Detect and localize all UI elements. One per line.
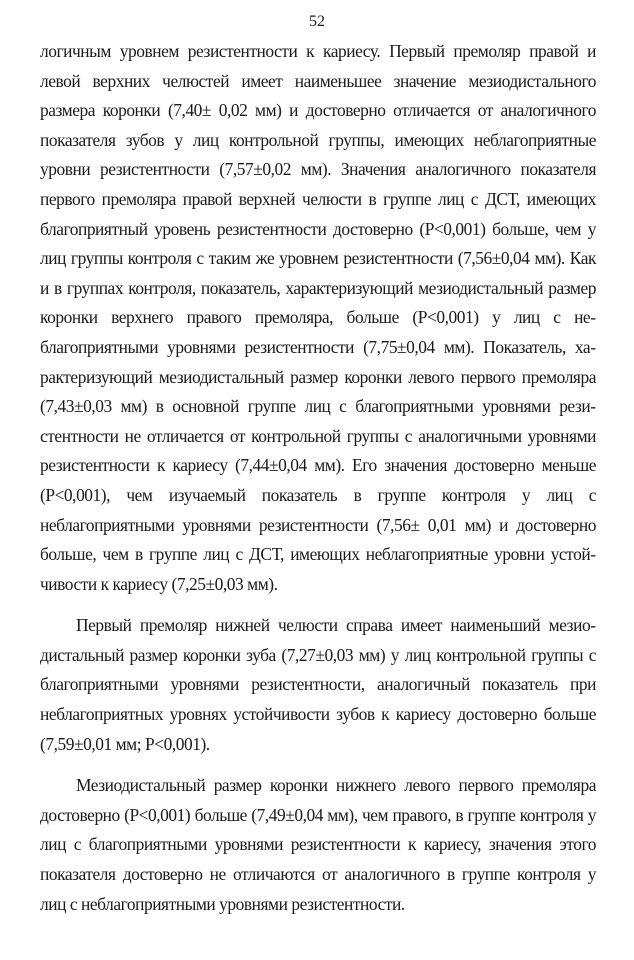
paragraph-lower-right-premolar: Первый премоляр нижней челюсти справа имеет наименьший мезиодистальный размер коронки зуба (7,27±0,03 мм) у лиц контрольной группы с благоприятными уровнями резистентности, аналогичный показатель при неблагоприятных уровнях устойчивости зубов к кариесу достоверно больше (7,59±0,01 мм; Р<0,001). [40,615,596,754]
body-text [40,37,596,919]
page-number: 52 [309,13,325,30]
paragraph-continuation: логичным уровнем резистентности к кариесу. Первый премоляр правой и левой верхних челюстей имеет наименьшее значение мезиодистального размера коронки (7,40± 0,02 мм) и достоверно отличается от аналогичного показателя зубов у лиц контрольной группы, имеющих неблагоприятные уровни резистентности (7,57±0,02 мм). Значения аналогичного показателя первого премоляра правой верхней челюсти в группе лиц с ДСТ, имеющих благоприятный уровень резистентности достоверно (Р<0,001) больше, чем у лиц группы контроля с таким же уровнем резистентности (7,56±0,04 мм). Как и в группах контроля, показатель, характеризующий мезиодистальный размер коронки верхнего правого премоляра, больше (Р<0,001) у лиц с неблагоприятными уровнями резистентности (7,75±0,04 мм). Показатель, характеризующий мезиодистальный размер коронки левого первого премоляра (7,43±0,03 мм) в основной группе лиц с благоприятными уровнями резистентности не отличается от контрольной группы с аналогичными уровнями резистентности к кариесу (7,44±0,04 мм). Его значения достоверно меньше (Р<0,001), чем изучаемый показатель в группе контроля у лиц с неблагоприятными уровнями резистентности (7,56± 0,01 мм) и достоверно больше, чем в группе лиц с ДСТ, имеющих неблагоприятные уровни устойчивости к кариесу (7,25±0,03 мм). [40,41,596,594]
paragraph-lower-left-premolar: Мезиодистальный размер коронки нижнего левого первого премоляра достоверно (Р<0,001) больше (7,49±0,04 мм), чем правого, в группе контроля у лиц с благоприятными уровнями резистентности к кариесу, значения этого показателя достоверно не отличаются от аналогичного в группе контроля у лиц с неблагоприятными уровнями резистентности. [40,775,596,914]
